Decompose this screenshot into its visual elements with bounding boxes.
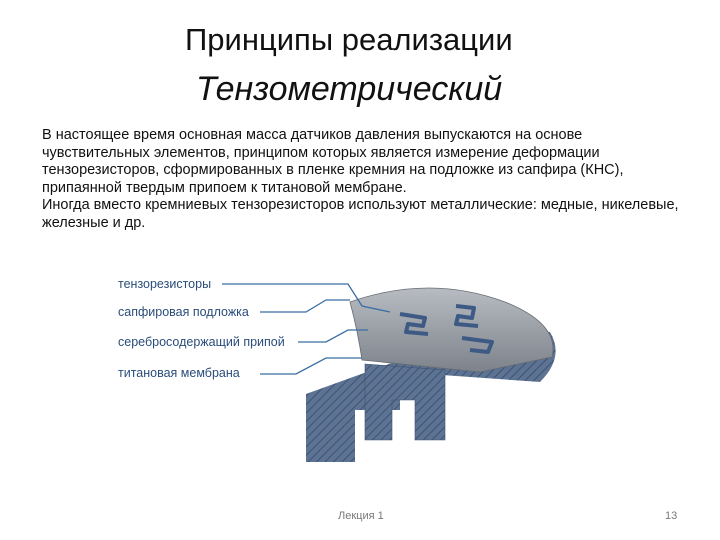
label-silver-solder: серебросодержащий припой [118,335,285,349]
body-text [42,127,692,232]
membrane-front-face [365,364,445,440]
paragraph-2: Иногда вместо кремниевых тензорезисторов используют металлические: медные, никелевые, железные и др. [42,197,679,231]
label-sapphire-substrate: сапфировая подложка [118,305,249,319]
sensor-top-surface [350,288,553,372]
label-tensoresistors: тензорезисторы [118,277,212,291]
label-titanium-membrane: титановая мембрана [118,366,240,380]
footer-lecture: Лекция 1 [338,510,384,522]
sensor-cross-section [100,262,580,462]
paragraph-1: В настоящее время основная масса датчиков давления выпускаются на основе чувствительных элементов, принципом которых является измерение деформации тензорезисторов, сформированных в пленке кремния на подложке из сапфира (КНС), припаянной твердым припоем к титановой мембране. [42,127,624,196]
slide-subtitle: Тензометрический [196,70,503,108]
sensor-diagram [100,262,580,462]
page-number: 13 [665,510,678,522]
slide-title: Принципы реализации [185,22,513,57]
